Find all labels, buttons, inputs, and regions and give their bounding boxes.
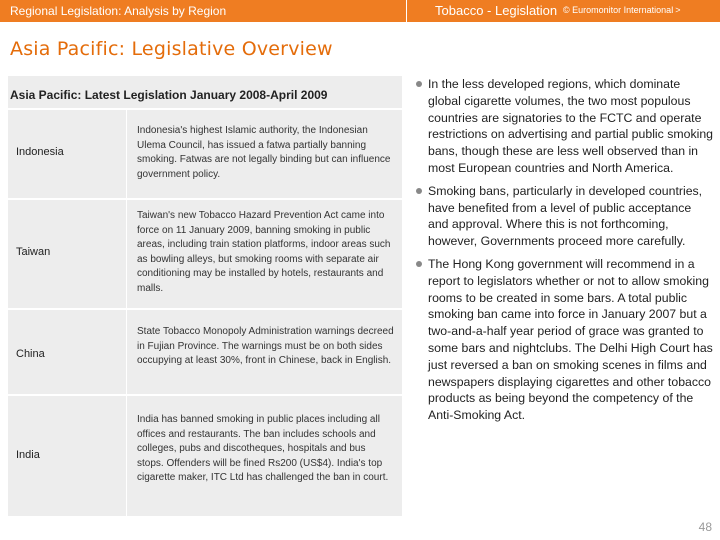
bullet-list [414, 76, 714, 430]
table-row [8, 110, 402, 198]
section-title: Regional Legislation: Analysis by Region [10, 4, 227, 18]
bullet-icon [416, 81, 422, 87]
table-row [8, 310, 402, 394]
legislation-cell [126, 110, 402, 198]
country-label: Taiwan [16, 246, 51, 258]
header-divider [406, 0, 407, 22]
header-bar [0, 0, 720, 22]
bullet-icon [416, 261, 422, 267]
legislation-text: Taiwan's new Tobacco Hazard Prevention Act came into force on 11 January 2009, banning smoking in public areas, including train station platforms, indoor areas such as bowling alleys, but smoking rooms with separate air conditioning may be installed by hotels, restaurants and malls. [137, 210, 391, 294]
chevron-right-icon: > [675, 5, 681, 15]
bullet-icon [416, 188, 422, 194]
country-label: Indonesia [16, 146, 64, 158]
country-label: China [16, 348, 45, 360]
legislation-text: State Tobacco Monopoly Administration warnings decreed in Fujian Province. The warnings must be on both sides occupying at least 30%, front in Chinese, back in English. [137, 326, 394, 366]
page-number: 48 [698, 520, 712, 534]
list-item [414, 183, 714, 250]
legislation-cell [126, 310, 402, 394]
table-title: Asia Pacific: Latest Legislation January 2008-April 2009 [10, 88, 328, 102]
report-title: Tobacco - Legislation [435, 3, 558, 18]
table-row [8, 200, 402, 308]
list-item [414, 76, 714, 177]
copyright [563, 5, 680, 15]
bullet-text: The Hong Kong government will recommend in a report to legislators whether or not to allow smoking rooms to be created in some bars. A total public smoking ban came into force in January 2007 but a two-and-a-half year period of grace was granted to some bars and nightclubs. The Delhi High Court has just reversed a ban on smoking scenes in films and newspapers displaying cigarettes and other tobacco products as being beyond the competency of the Anti-Smoking Act. [428, 256, 713, 423]
country-label: India [16, 449, 40, 461]
page-title: Asia Pacific: Legislative Overview [10, 38, 333, 60]
bullet-text: In the less developed regions, which dominate global cigarette volumes, the two most populous countries are signatories to the FCTC and operate restrictions on advertising and partial public smoking bans, though these are less well observed than in most European countries and North America. [428, 77, 714, 175]
legislation-text: India has banned smoking in public places including all offices and restaurants. The ban includes schools and colleges, pubs and discotheques, hospitals and bus stops. Offenders will be fined Rs200 (US$4). India's top cigarette maker, ITC Ltd has challenged the ban in court. [137, 414, 389, 483]
bullet-text: Smoking bans, particularly in developed countries, have benefited from a level of public acceptance and approval. Where this is not forthcoming, however, Governments proceed more carefully. [428, 183, 703, 249]
legislation-cell [126, 200, 402, 308]
table-row [8, 396, 402, 516]
copyright-text: © Euromonitor International [563, 5, 674, 15]
legislation-text: Indonesia's highest Islamic authority, the Indonesian Ulema Council, has issued a fatwa partially banning smoking. Fatwas are not legally binding but can influence government policy. [137, 125, 391, 180]
list-item [414, 256, 714, 424]
legislation-cell [126, 396, 402, 516]
